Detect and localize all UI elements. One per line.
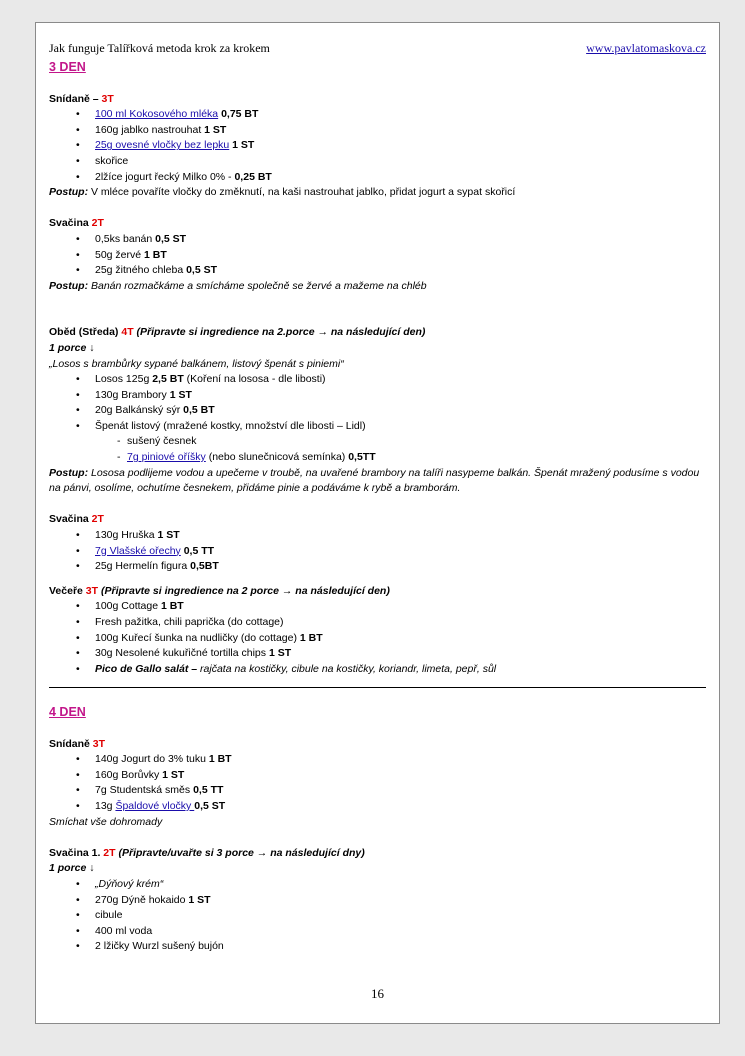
- spacer: [49, 575, 706, 584]
- ingredient-text: 25g Hermelín figura: [95, 560, 191, 573]
- ingredient-amount: 1 BT: [208, 753, 232, 766]
- day4-snack1-list: [49, 877, 706, 955]
- list-item: [49, 631, 706, 647]
- ingredient-amount: 0,5BT: [190, 560, 219, 573]
- day3-breakfast-method: [49, 185, 706, 201]
- method-label: Postup:: [49, 466, 89, 479]
- day3-lunch-list: [49, 372, 706, 434]
- list-item: [49, 662, 706, 678]
- sub-list-item: [49, 450, 706, 466]
- ingredient-text: 400 ml voda: [95, 924, 153, 937]
- day3-snack1-method: [49, 279, 706, 295]
- ingredient-amount: 0,75 BT: [221, 108, 259, 121]
- ingredient-amount: 1 ST: [162, 768, 185, 781]
- ingredient-amount: 0,5 ST: [186, 264, 218, 277]
- list-item: [49, 388, 706, 404]
- ingredient-text: 160g Borůvky: [95, 768, 163, 781]
- list-item: [49, 123, 706, 139]
- list-item: [49, 877, 706, 893]
- ingredient-text: 13g: [95, 799, 116, 812]
- salad-label: Pico de Gallo salát –: [95, 662, 198, 675]
- dish-name: „Dýňový krém“: [95, 877, 164, 890]
- meal-points: 2T: [91, 513, 104, 526]
- day4-breakfast-list: [49, 752, 706, 814]
- method-label: Postup:: [49, 186, 89, 199]
- meal-points: 2T: [103, 846, 116, 859]
- ingredient-text: 20g Balkánský sýr: [95, 404, 184, 417]
- ingredient-text: 50g žervé: [95, 248, 145, 261]
- ingredient-text: 100g Kuřecí šunka na nudličky (do cottage): [95, 631, 300, 644]
- ingredient-text: 100g Cottage: [95, 600, 161, 613]
- spacer: [49, 688, 706, 704]
- ingredient-link[interactable]: 100 ml Kokosového mléka: [95, 108, 219, 121]
- ingredient-text: 7g Studentská směs: [95, 784, 194, 797]
- page-header: [49, 41, 706, 55]
- ingredient-amount: 0,5 ST: [194, 799, 226, 812]
- list-item: [49, 924, 706, 940]
- document-page: [35, 22, 720, 1024]
- ingredient-amount: 1 ST: [204, 123, 227, 136]
- spacer: [49, 497, 706, 513]
- list-item: [49, 893, 706, 909]
- meal-prep-note: (Připravte si ingredience na 2.porce → na následující den): [136, 326, 426, 339]
- meal-points: 3T: [101, 92, 114, 105]
- ingredient-text: sušený česnek: [127, 435, 197, 448]
- ingredient-text: 2lžíce jogurt řecký Milko 0% -: [95, 170, 235, 183]
- method-text: Banán rozmačkáme a smícháme společně se žervé a mažeme na chléb: [88, 279, 427, 292]
- ingredient-text: 0,5ks banán: [95, 232, 156, 245]
- list-item: [49, 138, 706, 154]
- day3-lunch-heading: [49, 325, 706, 341]
- header-url-link[interactable]: www.pavlatomaskova.cz: [586, 41, 706, 55]
- ingredient-text: Fresh pažitka, chili paprička (do cottage): [95, 616, 284, 628]
- ingredient-link[interactable]: 7g piniové oříšky: [127, 451, 206, 464]
- ingredient-text: 25g žitného chleba: [95, 264, 187, 277]
- meal-points: 4T: [121, 326, 134, 339]
- ingredient-link[interactable]: 25g ovesné vločky bez lepku: [95, 139, 230, 152]
- meal-label: Snídaně –: [49, 92, 99, 105]
- meal-label: Oběd (Středa): [49, 326, 119, 339]
- day3-breakfast-list: [49, 107, 706, 185]
- salad-text: rajčata na kostičky, cibule na kostičky, koriandr, limeta, pepř, sůl: [197, 662, 497, 675]
- meal-prep-note: (Připravte si ingredience na 2 porce → na následující den): [100, 584, 390, 597]
- portion-note: 1 porce ↓: [49, 862, 95, 875]
- list-item: [49, 419, 706, 435]
- meal-points: 3T: [85, 584, 99, 597]
- list-item: [49, 248, 706, 264]
- ingredient-amount: 0,5 ST: [155, 232, 187, 245]
- ingredient-text: skořice: [95, 154, 129, 167]
- ingredient-amount: 1 BT: [144, 248, 167, 261]
- ingredient-text: 30g Nesolené kukuřičné tortilla chips: [95, 647, 269, 660]
- ingredient-text: 140g Jogurt do 3% tuku: [95, 753, 209, 766]
- day4-breakfast-heading: [49, 737, 706, 753]
- day4-heading: 4 DEN: [49, 704, 86, 719]
- method-text: Lososa podlijeme vodou a upečeme v troubě, na uvařené brambory na talíři nasypeme balkán. Špenát mražený podusíme s vodou na pánvi, osolíme, ochutíme česnekem, přidáme pinie a podáváme k rybě a bramborám.: [49, 466, 700, 495]
- meal-label: Svačina: [49, 513, 89, 526]
- ingredient-amount: 2,5 BT: [152, 373, 184, 386]
- meal-prep-note: (Připravte/uvařte si 3 porce → na následující dny): [118, 846, 365, 859]
- day4-snack1-heading: [49, 846, 706, 862]
- day3-dinner-list: [49, 599, 706, 677]
- ingredient-text: Losos 125g: [95, 373, 153, 386]
- spacer: [49, 721, 706, 737]
- meal-label: Svačina: [49, 217, 89, 230]
- ingredient-amount: 0,25 BT: [234, 170, 272, 183]
- meal-points: 2T: [91, 217, 104, 230]
- list-item: [49, 799, 706, 815]
- ingredient-text: 270g Dýně hokaido: [95, 893, 189, 906]
- ingredient-amount: 0,5 TT: [193, 784, 224, 797]
- day3-snack1-list: [49, 232, 706, 279]
- meal-points: 3T: [92, 737, 106, 750]
- ingredient-text: (nebo slunečnicová semínka): [205, 451, 349, 464]
- header-title: Jak funguje Talířková metoda krok za krokem: [49, 41, 270, 55]
- list-item: [49, 646, 706, 662]
- meal-label: Svačina 1.: [49, 846, 101, 859]
- ingredient-amount: 1 ST: [169, 388, 192, 401]
- ingredient-amount: 1 ST: [232, 139, 255, 152]
- ingredient-text: 160g jablko nastrouhat: [95, 123, 205, 136]
- meal-label: Snídaně: [49, 737, 90, 750]
- spacer: [49, 294, 706, 325]
- ingredient-amount: 1 ST: [188, 893, 211, 906]
- dish-name: „Losos s brambůrky sypané balkánem, listový špenát s piniemi“: [49, 357, 344, 370]
- list-item: [49, 939, 706, 955]
- method-text: V mléce povaříte vločky do změknutí, na kaši nastrouhat jablko, přidat jogurt a sypat skořicí: [88, 186, 516, 199]
- list-item: [49, 372, 706, 388]
- list-item: [49, 783, 706, 799]
- page-number: 16: [371, 986, 384, 1001]
- ingredient-text: Špenát listový (mražené kostky, množství dle libosti – Lidl): [95, 419, 366, 432]
- method-label: Postup:: [49, 279, 89, 292]
- list-item: [49, 599, 706, 615]
- ingredient-note: (Koření na lososa - dle libosti): [183, 373, 326, 386]
- ingredient-amount: 1 BT: [299, 631, 323, 644]
- day4-breakfast-method: Smíchat vše dohromady: [49, 815, 163, 828]
- ingredient-text: 2 lžičky Wurzl sušený bujón: [95, 940, 224, 953]
- list-item: [49, 559, 706, 575]
- ingredient-amount: 0,5TT: [348, 451, 376, 464]
- day3-dinner-heading: [49, 584, 706, 600]
- list-item: [49, 768, 706, 784]
- list-item: [49, 154, 706, 170]
- list-item: [49, 615, 706, 631]
- ingredient-text: 130g Hruška: [95, 529, 158, 542]
- spacer: [49, 76, 706, 92]
- spacer: [49, 201, 706, 217]
- list-item: [49, 752, 706, 768]
- ingredient-amount: 1 ST: [157, 529, 180, 542]
- day3-lunch-sublist: [49, 434, 706, 465]
- list-item: [49, 170, 706, 186]
- list-item: [49, 528, 706, 544]
- ingredient-text: 130g Brambory: [95, 388, 170, 401]
- ingredient-link[interactable]: 7g Vlašské ořechy: [95, 544, 181, 557]
- meal-label: Večeře: [49, 584, 83, 597]
- ingredient-amount: 0,5 TT: [183, 544, 215, 557]
- day3-breakfast-heading: [49, 92, 706, 108]
- list-item: [49, 107, 706, 123]
- ingredient-link[interactable]: Špaldové vločky: [115, 799, 195, 812]
- page-content: [49, 59, 706, 955]
- list-item: [49, 908, 706, 924]
- ingredient-amount: 0,5 BT: [183, 404, 215, 417]
- list-item: [49, 232, 706, 248]
- day3-snack1-heading: [49, 216, 706, 232]
- day3-snack2-list: [49, 528, 706, 575]
- list-item: [49, 263, 706, 279]
- list-item: [49, 544, 706, 560]
- ingredient-text: cibule: [95, 909, 123, 922]
- spacer: [49, 830, 706, 846]
- day3-heading: 3 DEN: [49, 60, 86, 74]
- ingredient-amount: 1 ST: [268, 647, 292, 660]
- day3-snack2-heading: [49, 512, 706, 528]
- sub-list-item: [49, 434, 706, 450]
- list-item: [49, 403, 706, 419]
- ingredient-amount: 1 BT: [160, 600, 184, 613]
- portion-note: 1 porce ↓: [49, 341, 95, 354]
- day3-lunch-method: [49, 466, 706, 497]
